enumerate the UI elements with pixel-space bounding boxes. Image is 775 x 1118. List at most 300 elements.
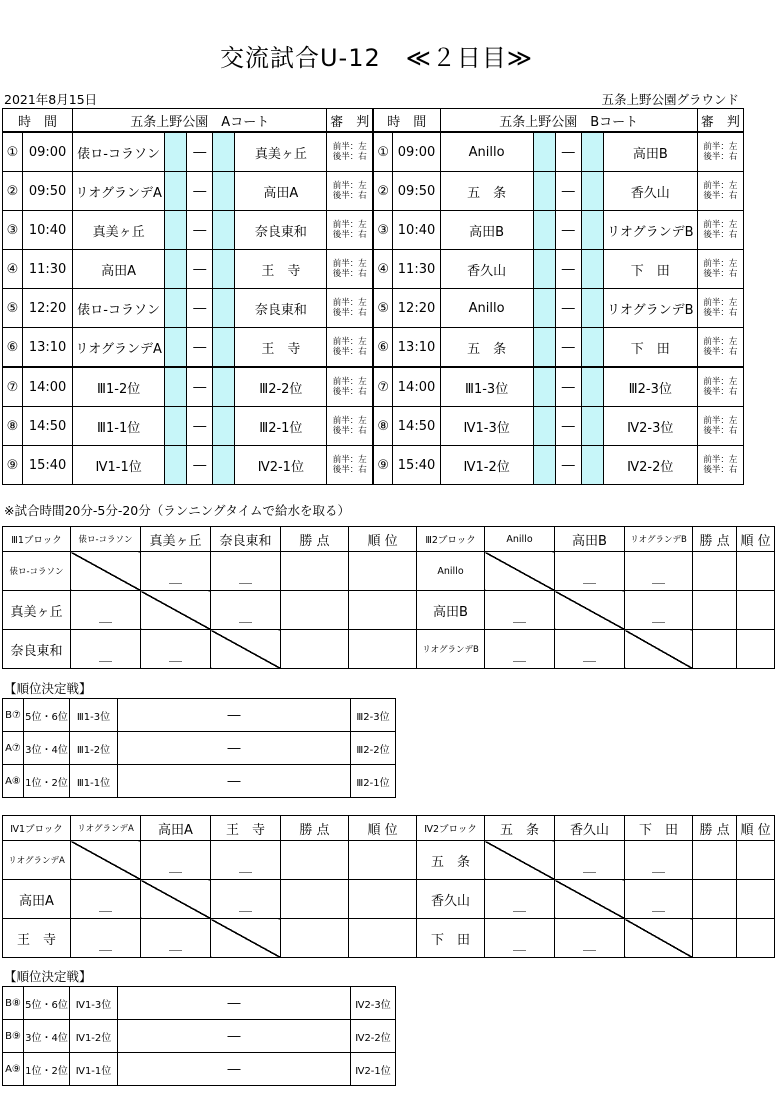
away-team: 奈良東和 <box>235 211 327 250</box>
ranking-right-team: Ⅳ2-3位 <box>351 987 396 1020</box>
referee-cell <box>327 211 373 250</box>
rank-cell <box>349 919 417 958</box>
score-cell <box>581 250 603 289</box>
score-cell <box>213 328 235 368</box>
block-team-header: リオグランデB <box>625 527 693 552</box>
ranking-table-iv <box>2 986 396 1086</box>
ranking-dash: ― <box>118 732 351 765</box>
score-cell <box>533 211 555 250</box>
rank-cell <box>737 880 775 919</box>
referee-first-half: 前半：左 <box>332 220 367 230</box>
schedule-row <box>3 211 744 250</box>
court-a-header: 五条上野公園 Aコート <box>73 109 327 133</box>
referee-first-half: 前半：左 <box>332 259 367 269</box>
away-team: Ⅳ2-3位 <box>603 407 697 446</box>
score-cell <box>625 841 693 880</box>
match-time: 13:10 <box>393 328 440 368</box>
score-cell <box>165 172 187 211</box>
away-team: リオグランデB <box>603 211 697 250</box>
block-team-row-label: 香久山 <box>417 880 485 919</box>
referee-cell <box>327 328 373 368</box>
away-team: 下 田 <box>603 328 697 368</box>
versus-dash: ― <box>187 172 213 211</box>
referee-second-half: 後半：右 <box>703 347 738 357</box>
block-team-header: 奈良東和 <box>211 527 281 552</box>
schedule-row <box>3 407 744 446</box>
match-time-note: ※試合時間20分-5分-20分（ランニングタイムで給水を取る） <box>4 503 351 518</box>
block-name: Ⅳ2ブロック <box>417 816 485 841</box>
score-cell <box>533 446 555 485</box>
versus-dash: ― <box>555 407 581 446</box>
match-number: ⑧ <box>3 407 23 446</box>
referee-second-half: 後半：右 <box>332 191 367 201</box>
block-team-row-label: リオグランデA <box>3 841 71 880</box>
schedule-row <box>3 250 744 289</box>
referee-header-a: 審 判 <box>327 109 373 133</box>
score-cell <box>141 841 211 880</box>
referee-second-half: 後半：右 <box>703 308 738 318</box>
points-cell <box>281 919 349 958</box>
referee-second-half: 後半：右 <box>332 426 367 436</box>
page-title: 交流試合U-12 ≪２日目≫ <box>219 44 533 72</box>
referee-second-half: 後半：右 <box>703 465 738 475</box>
match-number: ② <box>3 172 23 211</box>
match-number: ⑧ <box>373 407 393 446</box>
ranking-match: B⑨ <box>3 1020 24 1053</box>
block-row <box>3 880 775 919</box>
score-cell <box>71 591 141 630</box>
versus-dash: ― <box>187 446 213 485</box>
block-team-row-label: 王 寺 <box>3 919 71 958</box>
ranking-place: 1位・2位 <box>24 1053 70 1086</box>
score-cell <box>533 250 555 289</box>
block-team-row-label: 奈良東和 <box>3 630 71 669</box>
match-time: 10:40 <box>23 211 73 250</box>
referee-first-half: 前半：左 <box>703 181 738 191</box>
referee-first-half: 前半：左 <box>703 455 738 465</box>
ranking-right-team: Ⅳ2-1位 <box>351 1053 396 1086</box>
score-placeholder: ＿ <box>98 898 112 914</box>
block-team-row-label: 高田A <box>3 880 71 919</box>
score-cell <box>581 289 603 328</box>
match-time: 11:30 <box>23 250 73 289</box>
referee-first-half: 前半：左 <box>703 298 738 308</box>
block-team-row-label: リオグランデB <box>417 630 485 669</box>
rank-cell <box>737 919 775 958</box>
match-time: 14:50 <box>23 407 73 446</box>
block-team-header: リオグランデA <box>71 816 141 841</box>
home-team: Ⅲ1-2位 <box>73 367 165 407</box>
ranking-right-team: Ⅲ2-3位 <box>351 699 396 732</box>
score-cell <box>581 211 603 250</box>
ranking-table-iii <box>2 698 396 798</box>
score-placeholder: ＿ <box>513 937 527 953</box>
diagonal-cell <box>625 919 693 958</box>
schedule-row <box>3 446 744 485</box>
away-team: Ⅲ2-3位 <box>603 367 697 407</box>
referee-cell <box>697 211 743 250</box>
score-cell <box>581 446 603 485</box>
match-number: ③ <box>3 211 23 250</box>
score-cell <box>485 591 555 630</box>
match-number: ⑤ <box>3 289 23 328</box>
points-cell <box>693 841 737 880</box>
block-header-row <box>3 816 775 841</box>
score-cell <box>165 446 187 485</box>
referee-first-half: 前半：左 <box>703 142 738 152</box>
block-team-row-label: 下 田 <box>417 919 485 958</box>
score-cell <box>581 367 603 407</box>
home-team: 俵ロ-コラソン <box>73 289 165 328</box>
match-number: ⑦ <box>3 367 23 407</box>
match-number: ① <box>3 132 23 172</box>
away-team: 香久山 <box>603 172 697 211</box>
ranking-dash: ― <box>118 1020 351 1053</box>
referee-first-half: 前半：左 <box>703 337 738 347</box>
block-table-iv <box>2 815 775 958</box>
diagonal-cell <box>71 552 141 591</box>
venue-name: 五条上野公園グラウンド <box>601 92 739 107</box>
away-team: 高田A <box>235 172 327 211</box>
block-row <box>3 841 775 880</box>
block-row <box>3 591 775 630</box>
match-number: ⑥ <box>3 328 23 368</box>
match-time: 09:50 <box>393 172 440 211</box>
block-team-row-label: 高田B <box>417 591 485 630</box>
ranking-right-team: Ⅲ2-2位 <box>351 732 396 765</box>
referee-first-half: 前半：左 <box>332 377 367 387</box>
score-cell <box>165 211 187 250</box>
home-team: Anillo <box>440 132 533 172</box>
referee-second-half: 後半：右 <box>703 426 738 436</box>
referee-first-half: 前半：左 <box>332 142 367 152</box>
referee-cell <box>327 172 373 211</box>
diagonal-cell <box>141 591 211 630</box>
score-placeholder: ＿ <box>513 648 527 664</box>
score-cell <box>211 552 281 591</box>
rank-header: 順 位 <box>737 816 775 841</box>
block-name: Ⅲ1ブロック <box>3 527 71 552</box>
score-cell <box>213 289 235 328</box>
score-cell <box>165 132 187 172</box>
versus-dash: ― <box>187 407 213 446</box>
block-team-header: 五 条 <box>485 816 555 841</box>
away-team: 奈良東和 <box>235 289 327 328</box>
points-cell <box>693 919 737 958</box>
versus-dash: ― <box>187 367 213 407</box>
score-placeholder: ＿ <box>238 859 252 875</box>
score-cell <box>625 552 693 591</box>
match-time: 14:00 <box>23 367 73 407</box>
match-number: ④ <box>373 250 393 289</box>
score-cell <box>581 172 603 211</box>
schedule-row <box>3 367 744 407</box>
home-team: Ⅳ1-1位 <box>73 446 165 485</box>
block-team-row-label: 俵ロ-コラソン <box>3 552 71 591</box>
referee-second-half: 後半：右 <box>703 152 738 162</box>
ranking-left-team: Ⅳ1-2位 <box>70 1020 118 1053</box>
score-cell <box>141 630 211 669</box>
referee-second-half: 後半：右 <box>332 269 367 279</box>
score-placeholder: ＿ <box>513 609 527 625</box>
referee-cell <box>327 446 373 485</box>
ranking-left-team: Ⅳ1-1位 <box>70 1053 118 1086</box>
score-cell <box>213 367 235 407</box>
referee-cell <box>697 250 743 289</box>
referee-cell <box>697 289 743 328</box>
referee-second-half: 後半：右 <box>332 152 367 162</box>
referee-cell <box>327 289 373 328</box>
score-cell <box>485 630 555 669</box>
schedule-row <box>3 289 744 328</box>
ranking-row <box>3 765 396 798</box>
match-time: 09:50 <box>23 172 73 211</box>
versus-dash: ― <box>187 211 213 250</box>
rank-cell <box>737 591 775 630</box>
block-team-row-label: 五 条 <box>417 841 485 880</box>
block-team-header: 王 寺 <box>211 816 281 841</box>
score-placeholder: ＿ <box>583 937 597 953</box>
away-team: Ⅳ2-1位 <box>235 446 327 485</box>
ranking-row <box>3 699 396 732</box>
diagonal-cell <box>485 841 555 880</box>
ranking-dash: ― <box>118 699 351 732</box>
score-cell <box>71 919 141 958</box>
referee-cell <box>697 446 743 485</box>
block-team-header: Anillo <box>485 527 555 552</box>
referee-second-half: 後半：右 <box>332 230 367 240</box>
home-team: Anillo <box>440 289 533 328</box>
referee-cell <box>697 132 743 172</box>
home-team: Ⅲ1-3位 <box>440 367 533 407</box>
diagonal-cell <box>625 630 693 669</box>
score-cell <box>533 172 555 211</box>
score-cell <box>213 172 235 211</box>
schedule-row <box>3 328 744 368</box>
score-cell <box>141 919 211 958</box>
score-cell <box>165 250 187 289</box>
away-team: 王 寺 <box>235 250 327 289</box>
versus-dash: ― <box>555 211 581 250</box>
home-team: リオグランデA <box>73 172 165 211</box>
ranking-dash: ― <box>118 765 351 798</box>
score-cell <box>555 919 625 958</box>
score-cell <box>211 591 281 630</box>
score-cell <box>555 552 625 591</box>
versus-dash: ― <box>555 446 581 485</box>
points-cell <box>693 880 737 919</box>
diagonal-cell <box>485 552 555 591</box>
score-cell <box>485 919 555 958</box>
match-time: 15:40 <box>23 446 73 485</box>
score-cell <box>533 407 555 446</box>
points-cell <box>281 841 349 880</box>
score-cell <box>165 367 187 407</box>
block-header-row <box>3 527 775 552</box>
match-number: ② <box>373 172 393 211</box>
referee-second-half: 後半：右 <box>332 465 367 475</box>
score-cell <box>533 132 555 172</box>
referee-second-half: 後半：右 <box>332 347 367 357</box>
score-cell <box>581 328 603 368</box>
ranking-label-iv: 【順位決定戦】 <box>4 969 92 984</box>
score-placeholder: ＿ <box>583 648 597 664</box>
referee-cell <box>697 407 743 446</box>
score-placeholder: ＿ <box>98 609 112 625</box>
away-team: リオグランデB <box>603 289 697 328</box>
ranking-place: 5位・6位 <box>24 699 70 732</box>
referee-header-b: 審 判 <box>697 109 743 133</box>
rank-cell <box>737 552 775 591</box>
points-cell <box>281 880 349 919</box>
away-team: Ⅲ2-2位 <box>235 367 327 407</box>
points-cell <box>693 591 737 630</box>
score-cell <box>165 407 187 446</box>
versus-dash: ― <box>555 328 581 368</box>
rank-cell <box>737 630 775 669</box>
away-team: 真美ヶ丘 <box>235 132 327 172</box>
away-team: Ⅳ2-2位 <box>603 446 697 485</box>
score-cell <box>213 132 235 172</box>
match-time: 10:40 <box>393 211 440 250</box>
ranking-place: 5位・6位 <box>24 987 70 1020</box>
score-placeholder: ＿ <box>238 898 252 914</box>
rank-cell <box>349 880 417 919</box>
rank-cell <box>737 841 775 880</box>
versus-dash: ― <box>187 328 213 368</box>
versus-dash: ― <box>555 289 581 328</box>
referee-first-half: 前半：左 <box>332 455 367 465</box>
score-placeholder: ＿ <box>98 937 112 953</box>
diagonal-cell <box>71 841 141 880</box>
schedule-table <box>2 108 744 485</box>
referee-cell <box>697 172 743 211</box>
match-time: 13:10 <box>23 328 73 368</box>
match-number: ① <box>373 132 393 172</box>
ranking-row <box>3 1053 396 1086</box>
score-placeholder: ＿ <box>583 859 597 875</box>
score-cell <box>581 132 603 172</box>
ranking-left-team: Ⅳ1-3位 <box>70 987 118 1020</box>
versus-dash: ― <box>555 367 581 407</box>
score-cell <box>213 407 235 446</box>
block-team-header: 香久山 <box>555 816 625 841</box>
block-name: Ⅳ1ブロック <box>3 816 71 841</box>
score-placeholder: ＿ <box>652 859 666 875</box>
away-team: 高田B <box>603 132 697 172</box>
block-row <box>3 630 775 669</box>
ranking-row <box>3 732 396 765</box>
referee-cell <box>327 250 373 289</box>
schedule-row <box>3 132 744 172</box>
match-time: 12:20 <box>393 289 440 328</box>
score-placeholder: ＿ <box>168 648 182 664</box>
referee-second-half: 後半：右 <box>703 269 738 279</box>
rank-header: 順 位 <box>349 527 417 552</box>
home-team: リオグランデA <box>73 328 165 368</box>
referee-first-half: 前半：左 <box>332 181 367 191</box>
referee-second-half: 後半：右 <box>703 230 738 240</box>
score-placeholder: ＿ <box>98 648 112 664</box>
score-cell <box>165 289 187 328</box>
score-cell <box>533 367 555 407</box>
ranking-place: 1位・2位 <box>24 765 70 798</box>
ranking-row <box>3 1020 396 1053</box>
block-name: Ⅲ2ブロック <box>417 527 485 552</box>
court-b-header: 五条上野公園 Bコート <box>440 109 697 133</box>
home-team: 香久山 <box>440 250 533 289</box>
points-cell <box>281 552 349 591</box>
score-cell <box>485 880 555 919</box>
block-team-header: 高田B <box>555 527 625 552</box>
ranking-right-team: Ⅳ2-2位 <box>351 1020 396 1053</box>
home-team: Ⅲ1-1位 <box>73 407 165 446</box>
points-cell <box>693 552 737 591</box>
home-team: Ⅳ1-3位 <box>440 407 533 446</box>
match-time: 15:40 <box>393 446 440 485</box>
ranking-left-team: Ⅲ1-1位 <box>70 765 118 798</box>
ranking-dash: ― <box>118 1053 351 1086</box>
diagonal-cell <box>141 880 211 919</box>
ranking-match: A⑨ <box>3 1053 24 1086</box>
match-number: ⑨ <box>373 446 393 485</box>
score-cell <box>71 630 141 669</box>
ranking-match: B⑧ <box>3 987 24 1020</box>
ranking-row <box>3 987 396 1020</box>
score-cell <box>165 328 187 368</box>
referee-second-half: 後半：右 <box>332 308 367 318</box>
score-placeholder: ＿ <box>652 570 666 586</box>
home-team: 真美ヶ丘 <box>73 211 165 250</box>
referee-cell <box>697 328 743 368</box>
ranking-right-team: Ⅲ2-1位 <box>351 765 396 798</box>
match-number: ④ <box>3 250 23 289</box>
points-header: 勝 点 <box>281 527 349 552</box>
points-cell <box>281 591 349 630</box>
points-header: 勝 点 <box>693 527 737 552</box>
score-placeholder: ＿ <box>168 937 182 953</box>
match-time: 12:20 <box>23 289 73 328</box>
score-cell <box>625 591 693 630</box>
referee-cell <box>697 367 743 407</box>
match-number: ⑤ <box>373 289 393 328</box>
ranking-place: 3位・4位 <box>24 1020 70 1053</box>
time-header-b: 時 間 <box>373 109 440 133</box>
block-team-header: 下 田 <box>625 816 693 841</box>
referee-cell <box>327 367 373 407</box>
match-time: 09:00 <box>393 132 440 172</box>
score-cell <box>71 880 141 919</box>
block-team-header: 高田A <box>141 816 211 841</box>
schedule-row <box>3 172 744 211</box>
score-cell <box>141 552 211 591</box>
ranking-match: A⑧ <box>3 765 24 798</box>
rank-header: 順 位 <box>349 816 417 841</box>
versus-dash: ― <box>555 132 581 172</box>
score-placeholder: ＿ <box>652 609 666 625</box>
ranking-left-team: Ⅲ1-2位 <box>70 732 118 765</box>
diagonal-cell <box>211 919 281 958</box>
match-time: 09:00 <box>23 132 73 172</box>
versus-dash: ― <box>187 250 213 289</box>
referee-cell <box>327 132 373 172</box>
score-placeholder: ＿ <box>238 570 252 586</box>
referee-cell <box>327 407 373 446</box>
away-team: 下 田 <box>603 250 697 289</box>
referee-first-half: 前半：左 <box>703 377 738 387</box>
block-team-row-label: Anillo <box>417 552 485 591</box>
block-row <box>3 919 775 958</box>
